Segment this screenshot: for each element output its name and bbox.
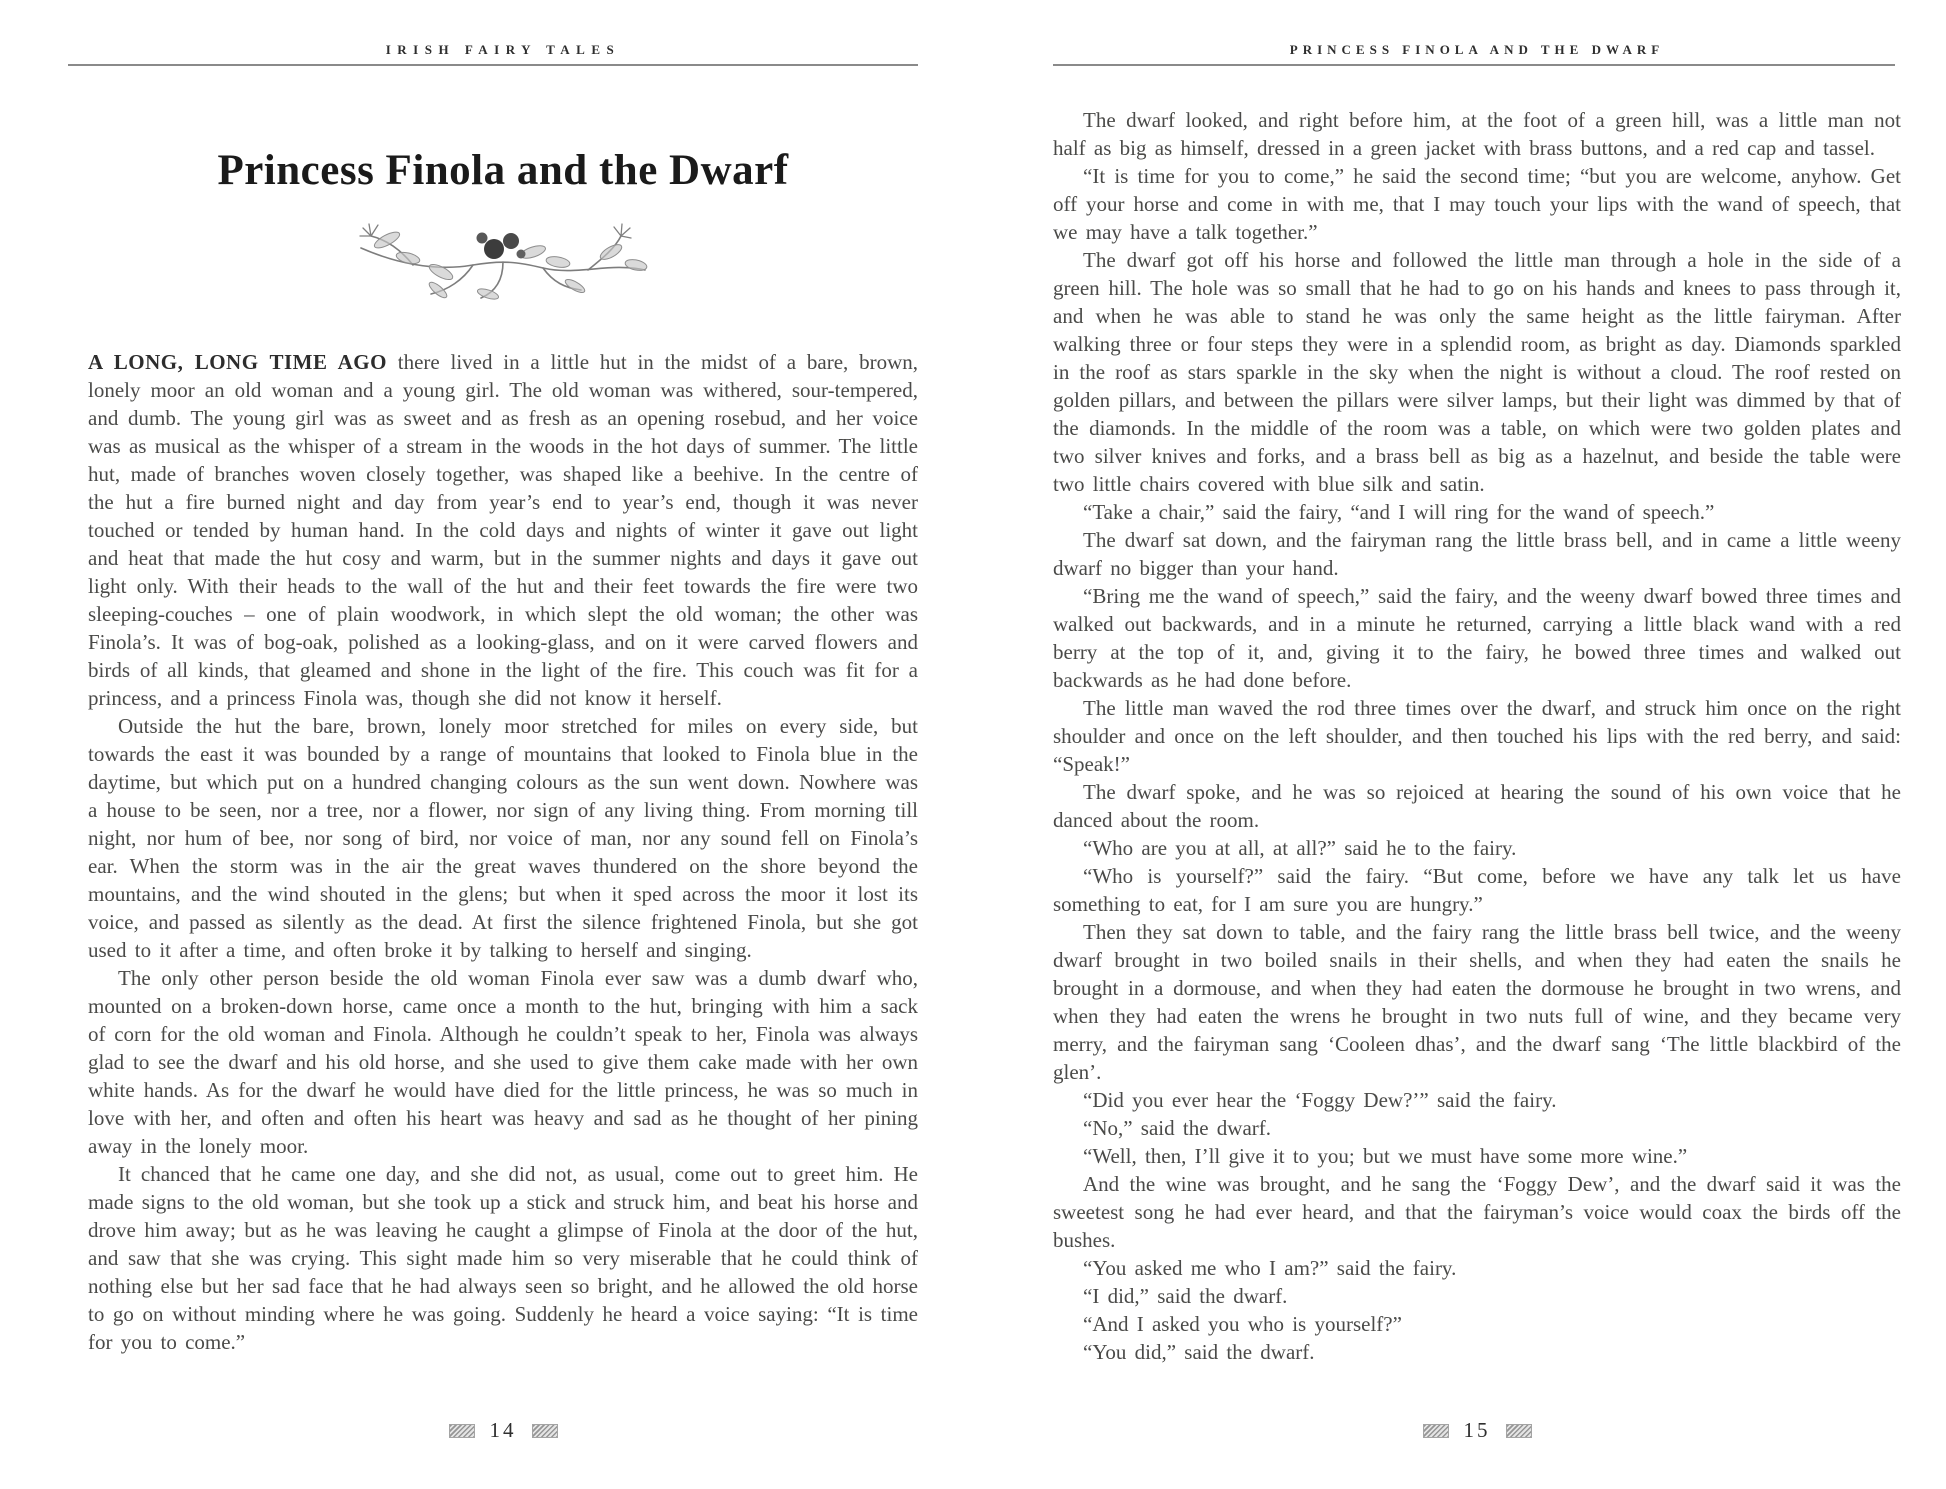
page-number: 15: [1463, 1418, 1491, 1442]
paragraph-lead: A LONG, LONG TIME AGO: [88, 350, 387, 374]
paragraph: The dwarf spoke, and he was so rejoiced at hearing the sound of his own voice that he danced about the room.: [1053, 780, 1901, 832]
paragraph: “Bring me the wand of speech,” said the fairy, and the weeny dwarf bowed three times and walked out backwards, and in a minute he returned, carrying a little black wand with a red berry at the top of it, and, giving it to the fairy, he bowed three times and walked out backwards as he had done before.: [1053, 584, 1901, 692]
running-head: PRINCESS FINOLA AND THE DWARF: [1289, 42, 1665, 57]
paragraph: “It is time for you to come,” he said the second time; “but you are welcome, anyhow. Get off your horse and come in with me, that I may touch your lips with the wand of speech, that we may have a talk together.”: [1053, 164, 1901, 244]
paragraph: “You asked me who I am?” said the fairy.: [1083, 1256, 1457, 1280]
fleuron-ornament-icon: [1507, 1425, 1531, 1437]
paragraph: “Did you ever hear the ‘Foggy Dew?’” said the fairy.: [1083, 1088, 1557, 1112]
chapter-title: Princess Finola and the Dwarf: [217, 147, 789, 194]
paragraph: The only other person beside the old woman Finola ever saw was a dumb dwarf who, mounted on a broken-down horse, came once a month to the hut, bringing with him a sack of corn for the old woman and Finola. Although he couldn’t speak to her, Finola was always glad to see the dwarf and his old horse, and she used to give them cake made with her own white hands. As for the dwarf he would have died for the little princess, he was so much in love with her, and often and often his heart was heavy and sad as he thought of her pining away in the lonely moor.: [88, 966, 918, 1158]
paragraph: And the wine was brought, and he sang the ‘Foggy Dew’, and the dwarf said it was the sweetest song he had ever heard, and that the fairyman’s voice would coax the birds off the bushes.: [1053, 1172, 1901, 1252]
fleuron-ornament-icon: [450, 1425, 474, 1437]
floral-sprig-illustration: [353, 210, 653, 305]
paragraph: It chanced that he came one day, and she did not, as usual, come out to greet him. He made signs to the old woman, but she took up a stick and struck him, and beat his horse and drove him away; but as he was leaving he caught a glimpse of Finola at the door of the hut, and saw that she was crying. This sight made him so very miserable that he could think of nothing else but her sad face that he had always seen so bright, and he allowed the old horse to go on without minding where he was going. Suddenly he heard a voice saying: “It is time for you to come.”: [88, 1162, 918, 1354]
paragraph: “You did,” said the dwarf.: [1083, 1340, 1315, 1364]
head-rule: [1053, 64, 1895, 66]
paragraph: “And I asked you who is yourself?”: [1083, 1312, 1402, 1336]
fleuron-ornament-icon: [1424, 1425, 1448, 1437]
head-rule: [68, 64, 918, 66]
fleuron-ornament-icon: [533, 1425, 557, 1437]
paragraph: “I did,” said the dwarf.: [1083, 1284, 1288, 1308]
story-text-right: [1053, 106, 1901, 1366]
folio-right: [1053, 1418, 1901, 1443]
paragraph: The dwarf looked, and right before him, at the foot of a green hill, was a little man not half as big as himself, dressed in a green jacket with brass buttons, and a red cap and tassel.: [1053, 108, 1901, 160]
paragraph: “Who are you at all, at all?” said he to the fairy.: [1083, 836, 1517, 860]
paragraph: “Who is yourself?” said the fairy. “But come, before we have any talk let us have something to eat, for I am sure you are hungry.”: [1053, 864, 1901, 916]
page-number: 14: [489, 1418, 517, 1442]
paragraph: The little man waved the rod three times over the dwarf, and struck him once on the right shoulder and once on the left shoulder, and then touched his lips with the red berry, and said: “Speak!”: [1053, 696, 1901, 776]
left-page: [88, 0, 918, 1489]
story-text-left: [88, 348, 918, 1356]
paragraph: “No,” said the dwarf.: [1083, 1116, 1272, 1140]
paragraph: A LONG, LONG TIME AGO there lived in a little hut in the midst of a bare, brown, lonely moor an old woman and a young girl. The old woman was withered, sour-tempered, and dumb. The young girl was as sweet and as fresh as an opening rosebud, and her voice was as musical as the whisper of a stream in the woods in the hot days of summer. The little hut, made of branches woven closely together, was shaped like a beehive. In the centre of the hut a fire burned night and day from year’s end to year’s end, though it was never touched or tended by human hand. In the cold days and nights of winter it gave out light and heat that made the hut cosy and warm, but in the summer nights and days it gave out light only. With their heads to the wall of the hut and their feet towards the fire were two sleeping-couches – one of plain woodwork, in which slept the old woman; the other was Finola’s. It was of bog-oak, polished as a looking-glass, and on it were carved flowers and birds of all kinds, that gleamed and shone in the light of the fire. This couch was fit for a princess, and a princess Finola was, though she did not know it herself.: [88, 350, 918, 710]
paragraph: Then they sat down to table, and the fairy rang the little brass bell twice, and the weeny dwarf brought in two boiled snails in their shells, and when they had eaten the snails he brought in a dormouse, and when they had eaten the dormouse he brought in two wrens, and when they had eaten the wrens he brought in two nuts full of wine, and they became very merry, and the fairyman sang ‘Cooleen dhas’, and the dwarf sang ‘The little blackbird of the glen’.: [1053, 920, 1901, 1084]
running-head: IRISH FAIRY TALES: [385, 42, 621, 57]
paragraph: Outside the hut the bare, brown, lonely moor stretched for miles on every side, but towards the east it was bounded by a range of mountains that looked to Finola blue in the daytime, but which put on a hundred changing colours as the sun went down. Nowhere was a house to be seen, nor a tree, nor a flower, nor sign of any living thing. From morning till night, nor hum of bee, nor song of bird, nor voice of man, nor any sound fell on Finola’s ear. When the storm was in the air the great waves thundered on the shore beyond the mountains, and the wind shouted in the glens; but when it sped across the moor it lost its voice, and passed as silently as the dead. At first the silence frightened Finola, but she got used to it after a time, and often broke it by talking to herself and singing.: [88, 714, 918, 962]
paragraph: “Well, then, I’ll give it to you; but we must have some more wine.”: [1083, 1144, 1688, 1168]
paragraph: “Take a chair,” said the fairy, “and I will ring for the wand of speech.”: [1083, 500, 1715, 524]
paragraph: The dwarf got off his horse and followed the little man through a hole in the side of a green hill. The hole was so small that he had to go on his hands and knees to pass through it, and when he was able to stand he was only the same height as the little fairyman. After walking three or four steps they were in a splendid room, as bright as day. Diamonds sparkled in the roof as stars sparkle in the sky when the night is without a cloud. The roof rested on golden pillars, and between the pillars were silver lamps, but their light was dimmed by that of the diamonds. In the middle of the room was a table, on which were two golden plates and two silver knives and forks, and a brass bell as big as a hazelnut, and beside the table were two little chairs covered with blue silk and satin.: [1053, 248, 1901, 496]
right-page: [1053, 0, 1901, 1489]
folio-left: [88, 1418, 918, 1443]
paragraph: The dwarf sat down, and the fairyman rang the little brass bell, and in came a little weeny dwarf no bigger than your hand.: [1053, 528, 1901, 580]
